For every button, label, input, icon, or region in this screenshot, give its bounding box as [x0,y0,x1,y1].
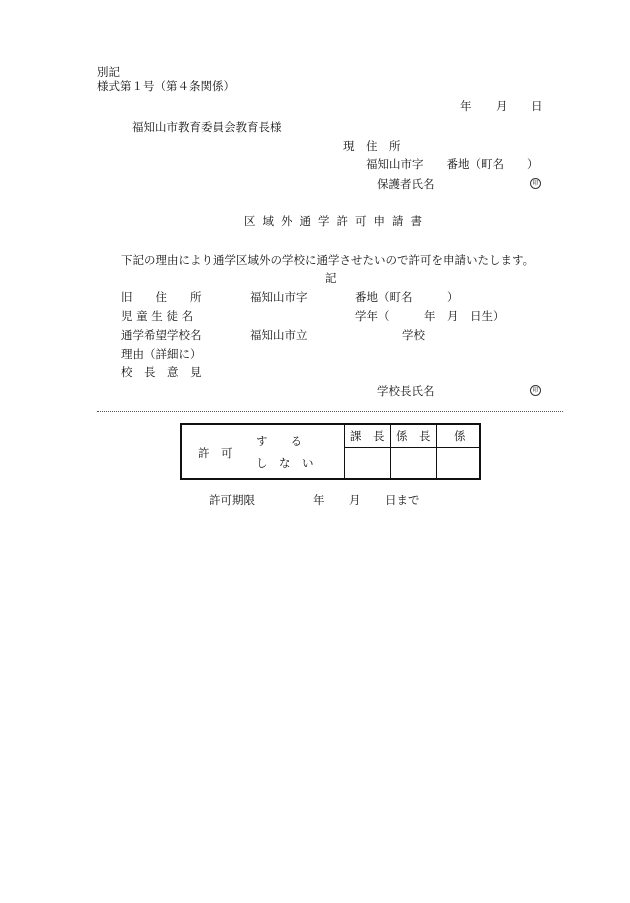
deadline-day-until: 日まで [385,493,420,507]
guardian-seal-icon: 印 [530,178,541,189]
appendix-label: 別記 [97,65,120,79]
deadline-year: 年 [313,493,325,507]
divider-dotted [97,411,563,412]
guardian-name-label: 保護者氏名 [377,177,435,191]
table-header-divider [344,447,479,448]
principal-seal-icon: 印 [530,385,541,396]
former-address-label: 旧 住 所 [121,290,202,304]
principal-opinion-label: 校 長 意 見 [121,365,202,379]
addressee: 福知山市教育委員会教育長様 [132,120,282,134]
reason-label: 理由（詳細に） [121,347,202,361]
intro-text: 下記の理由により通学区域外の学校に通学させたいので許可を申請いたします。 [121,253,535,267]
former-address-tail: 番地（町名 ） [355,290,459,304]
former-address-value: 福知山市字 [250,290,308,304]
address-label: 現 住 所 [343,139,401,153]
student-name-label: 児 童 生 徒 名 [121,309,194,323]
approval-label: 許 可 [198,446,233,460]
header-staff: 係 [454,429,466,443]
date-year-label: 年 [460,99,472,113]
desired-school-value: 福知山市立 [250,328,308,342]
desired-school-suffix: 学校 [402,328,425,342]
table-divider [390,425,391,478]
date-day-label: 日 [531,99,543,113]
header-section-chief: 課 長 [350,429,385,443]
date-month-label: 月 [496,99,508,113]
table-divider [344,425,345,478]
principal-name-label: 学校長氏名 [377,384,435,398]
desired-school-label: 通学希望学校名 [121,328,202,342]
deadline-label: 許可期限 [209,493,255,507]
header-subsection-chief: 係 長 [396,429,431,443]
form-number: 様式第１号（第４条関係） [97,79,235,93]
address-value: 福知山市字 番地（町名 ） [366,157,539,171]
approval-option-do: す る [256,434,302,448]
table-divider [436,425,437,478]
student-grade-birth: 学年（ 年 月 日生） [355,309,505,323]
approval-option-dont: し な い [256,456,314,470]
deadline-month: 月 [349,493,361,507]
approval-table [180,423,481,480]
document-title: 区域外通学許可申請書 [244,214,429,228]
ki-label: 記 [325,271,337,285]
